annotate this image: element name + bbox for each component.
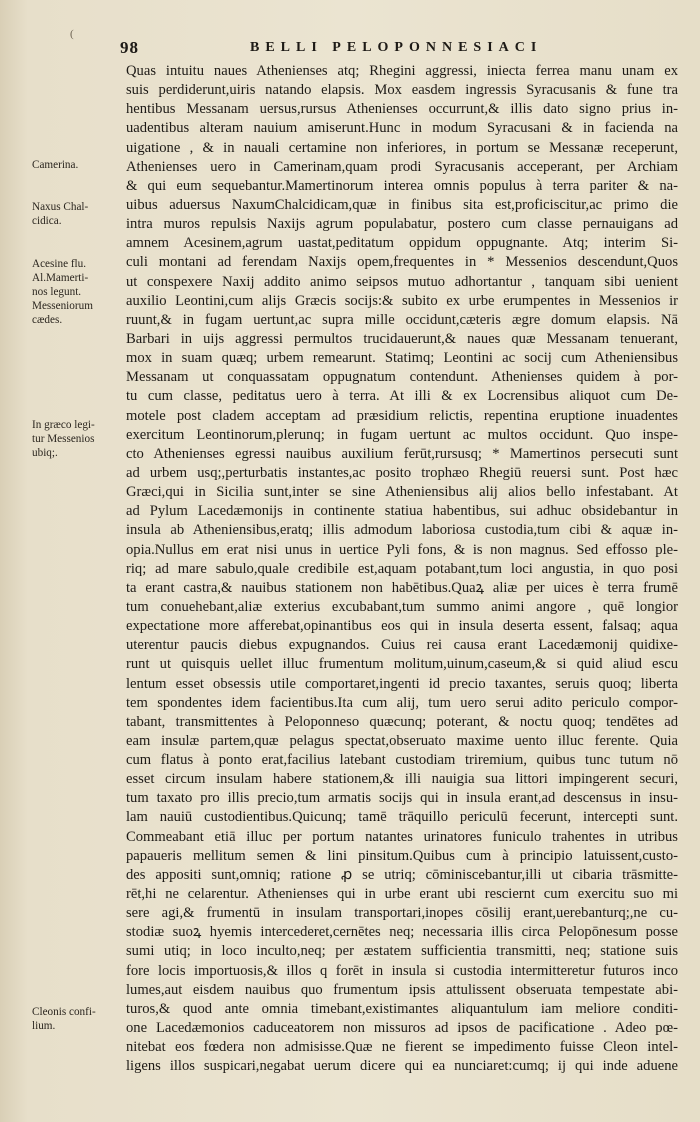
margin-note-line: Acesine flu. bbox=[32, 258, 87, 270]
text-line: uibus aduersus NaxumChalcidicam,quæ in finibus sita est,proficiscitur,ac primo die bbox=[126, 196, 678, 213]
text-line: tu cum classe, peditatus uero à terra. At illi & ex Locrensibus aliquot cum De- bbox=[126, 388, 678, 405]
text-line: papaueris mellitum semen & lini pinsitum.Quibus cum à principio latuissent,custo- bbox=[126, 847, 678, 864]
margin-note-line: Camerina. bbox=[32, 159, 79, 171]
text-line: Barbari in uijs aggressi permultos trucidauerunt,& naues quæ Messanam tenuerant, bbox=[126, 330, 678, 347]
main-text bbox=[126, 62, 678, 1076]
corner-mark: ( bbox=[70, 28, 74, 40]
text-line: turos,& quod ante omnia timebant,existimantes aliquantulum iam meliore conditi- bbox=[126, 1000, 678, 1017]
text-line: tem spondentes idem facientibus.Ita cum alij, tum uero serui adito periculo compor- bbox=[126, 694, 678, 711]
margin-note-line: Messeniorum bbox=[32, 300, 93, 312]
margin-note-line: lium. bbox=[32, 1020, 56, 1032]
text-line: Græci,qui in Sicilia sunt,inter se sine Atheniensibus alij alios bello infestabant. At bbox=[126, 484, 678, 501]
text-line: lentum esset obsessis utile comportaret,ingenti id precio taxantes, seruis quoq; liberta bbox=[126, 675, 678, 692]
margin-note-line: ubiq;. bbox=[32, 447, 58, 459]
text-line: cto Athenienses egressi nauibus auxilium ferūt,rursusq; * Mamertinos persecuti sunt bbox=[126, 445, 678, 462]
text-line: mox in suam quæq; urbem remearunt. Statimq; Leontini ac socij cum Atheniensibus bbox=[126, 350, 678, 367]
text-line: lam nauiū custodientibus.Quicunq; tamē trāquillo periculū fecerunt, intercepti sunt. bbox=[126, 809, 678, 826]
text-line: rēt,hi ne celarentur. Athenienses qui in urbe erant ubi resciernt cum exercitu suo mi bbox=[126, 886, 678, 903]
text-line: riq; ad mare sabulo,quale credibile est,aquam potabant,tum loci angustia, in quo posi bbox=[126, 560, 678, 577]
text-line: suis perdiderunt,uiris natando elapsis. Mox easdem ingressis Syracusanis & fune tra bbox=[126, 82, 678, 99]
text-line: Quas intuitu naues Athenienses atq; Rhegini aggressi, iniecta ferrea manu unam ex bbox=[126, 63, 678, 79]
page-number: 98 bbox=[120, 38, 139, 57]
text-line: lumes,aut eisdem nauibus quo frumentum ipsis attulissent obseruata tempestate abi- bbox=[126, 981, 678, 998]
margin-note-in-graeco bbox=[32, 418, 124, 460]
text-line: ta erant castra,& nauibus stationem non habētibus.Quaꝝ aliæ per uices è terra frumē bbox=[126, 579, 678, 596]
text-line: motele post cladem acceptam ad præsidium relictis, repentina eruptione inuadentes bbox=[126, 407, 678, 424]
margin-note-line: Al.Mamerti- bbox=[32, 272, 89, 284]
text-line: insula ab Atheniensibus,eratq; illis admodum laboriosa custodia,tum cibi & aquæ in- bbox=[126, 522, 678, 539]
text-line: opia.Nullus em erat nisi unus in uertice Pyli fons, & is non magnus. Sed effosso ple- bbox=[126, 541, 678, 558]
margin-note-acesine bbox=[32, 257, 124, 327]
text-line: tabant, transmittentes à Peloponneso quæcunq; poterant, & noctu quoq; tendētes ad bbox=[126, 713, 678, 730]
margin-note-line: In græco legi- bbox=[32, 419, 95, 431]
margin-note-camerina bbox=[32, 158, 124, 172]
margin-note-line: Naxus Chal- bbox=[32, 201, 89, 213]
running-title: BELLI PELOPONNESIACI bbox=[250, 40, 543, 55]
text-line: Athenienses uero in Camerinam,quam prodi Syracusanis acceperant, per Archiam bbox=[126, 158, 678, 175]
text-line: ruunt,& in fugam uertunt,ac supra mille occidunt,cæteris ægre domum elapsis. Nā bbox=[126, 311, 678, 328]
text-line: Messanam ut conquassatam oppugnatum contendunt. Athenienses quidem à por- bbox=[126, 369, 678, 386]
margin-note-naxus bbox=[32, 200, 124, 228]
text-line: ut conspexere Naxij addito animo seipsos mutuo adhortantur , tanquam sibi uenient bbox=[126, 273, 678, 290]
text-line: fore locis importuosis,& illos q forēt in insula si custodia intermitteretur futuros inco bbox=[126, 962, 678, 979]
text-line: sumi utiq; in loco inculto,neq; per æstatem sufficientia transmitti, neq; statione suis bbox=[126, 943, 678, 960]
text-line: ligens illos suspicari,negabat uerum dicere qui ea nunciaret:cumq; ij qui inde aduene bbox=[126, 1058, 678, 1075]
text-line: exercitum Leontinorum,plerunq; in fugam uertunt ac multos occidunt. Quo inspe- bbox=[126, 426, 678, 443]
text-line: esset circum insulam habere stationem,& illi nauigia sua littori impingerent securi, bbox=[126, 771, 678, 788]
text-line: one Lacedæmonios caduceatorem non missuros ad ipsos de pacificatione . Adeo pœ- bbox=[126, 1020, 678, 1037]
text-line: amnem Acesinem,agrum uastat,peditatum oppidum oppugnante. Atq; interim Si- bbox=[126, 235, 678, 252]
text-line: uigatione , & in nauali certamine non inferiores, in portum se Messanæ receperunt, bbox=[126, 139, 678, 156]
text-line: uterentur paucis diebus expugnandos. Cuius rei causa erant Lacedæmonij quidixe- bbox=[126, 637, 678, 654]
margin-note-line: Cleonis confi- bbox=[32, 1006, 96, 1018]
text-line: hentibus Messanam uersus,rursus Athenienses occurrunt,& illis dato signo prius in- bbox=[126, 101, 678, 118]
text-line: stodiæ suoꝝ hyemis intercederet,cernētes neq; necessaria illis circa Pelopōnesum posse bbox=[126, 924, 678, 941]
text-line: intra muros repulsis Naxijs agrum populabatur, postero cum classe pernauigans ad bbox=[126, 216, 678, 233]
margin-note-line: cædes. bbox=[32, 314, 63, 326]
text-line: eam insulæ partem,quæ pelagus spectat,obseruato maxime uento illuc ferente. Quia bbox=[126, 732, 678, 749]
margin-note-cleon bbox=[32, 1005, 124, 1033]
text-line: sere agi,& frumentū in insulam transportari,inopes cōsilij erant,uerebanturq;,ne cu- bbox=[126, 905, 678, 922]
text-line: Commeabant etiā illuc per portum natantes urinatores funiculo trahentes in utribus bbox=[126, 828, 678, 845]
text-line: tum conuehebant,aliæ exterius excubabant,tum summo animi angore , quē longior bbox=[126, 598, 678, 615]
margin-note-line: tur Messenios bbox=[32, 433, 95, 445]
text-line: expectatione more afferebat,opinantibus eos qui in insula deserta essent, falsaq; aqua bbox=[126, 618, 678, 635]
text-line: tum taxato pro illis precio,tum armatis socijs qui in insula erant,ad descensus in insu- bbox=[126, 790, 678, 807]
text-line: uadentibus alteram nauium amiserunt.Hunc in modum Syracusani & in facienda na bbox=[126, 120, 678, 137]
text-line: runt ut quisquis uellet illuc frumentum molitum,uinum,caseum,& si quid aliud escu bbox=[126, 656, 678, 673]
text-line: ad urbem usq;,perturbatis instantes,ac posito trophæo Rhegiū reuersi sunt. Post hæc bbox=[126, 464, 678, 481]
text-line: & qui eum sequebantur.Mamertinorum interea omnis populus à terra pariter & na- bbox=[126, 177, 678, 194]
margin-note-line: nos legunt. bbox=[32, 286, 82, 298]
text-line: cum flatus à ponto erat,facilius latebant custodiam triremium, quibus tunc tutum nō bbox=[126, 752, 678, 769]
text-line: culi montani ad ferendam Naxijs opem,frequentes in * Messenios descendunt,Quos bbox=[126, 254, 678, 271]
text-line: auxilio Leontini,cum alijs Græcis socijs:& subito ex urbe erumpentes in Messenios ir bbox=[126, 292, 678, 309]
text-line: nitebat eos fœdera non admisisse.Quæ ne fierent se impedimento fuisse Cleon intel- bbox=[126, 1039, 678, 1056]
text-line: ad Pylum Lacedæmonijs in continente statiua habentibus, sui adhuc obsidebantur in bbox=[126, 503, 678, 520]
text-line: des appositi sunt,omniq; ratione ꝓ se utriq; cōminiscebantur,illi ut cibaria trāsmitte- bbox=[126, 866, 678, 883]
margin-note-line: cidica. bbox=[32, 215, 62, 227]
page-header bbox=[120, 38, 680, 60]
